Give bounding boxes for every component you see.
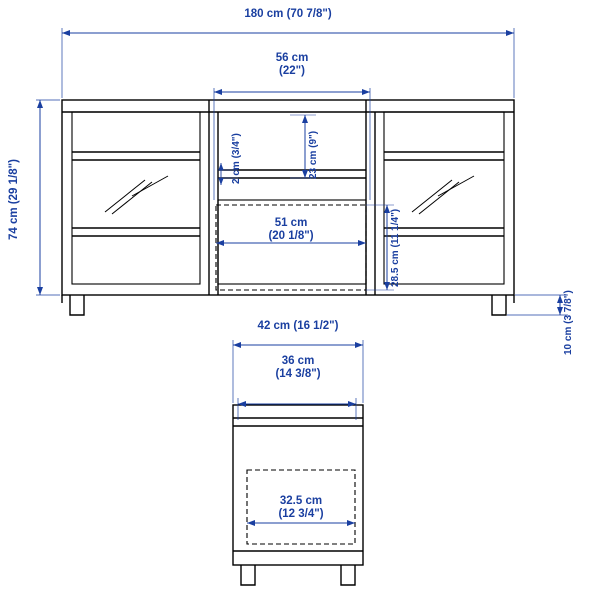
dim-overall-depth: 42 cm (16 1/2") — [257, 320, 339, 332]
front-view-outline — [62, 100, 514, 315]
dim-shelf-gap: 2 cm (3/4") — [231, 133, 242, 185]
dim-center-width: 56 cm (22") — [275, 52, 309, 77]
dim-opening-height: 23 cm (9") — [308, 130, 319, 180]
dimension-lines — [36, 28, 568, 523]
dim-drawer-depth: 32.5 cm (12 3/4") — [278, 495, 324, 520]
dim-leg-height: 10 cm (3 7/8") — [563, 290, 574, 356]
dim-drawer-inner-height: 28.5 cm (11 1/4") — [390, 208, 401, 288]
dim-overall-height: 74 cm (29 1/8") — [8, 159, 20, 241]
dim-inner-depth: 36 cm (14 3/8") — [275, 355, 321, 380]
dim-drawer-inner-width: 51 cm (20 1/8") — [268, 217, 314, 242]
dim-overall-width: 180 cm (70 7/8") — [244, 8, 332, 20]
